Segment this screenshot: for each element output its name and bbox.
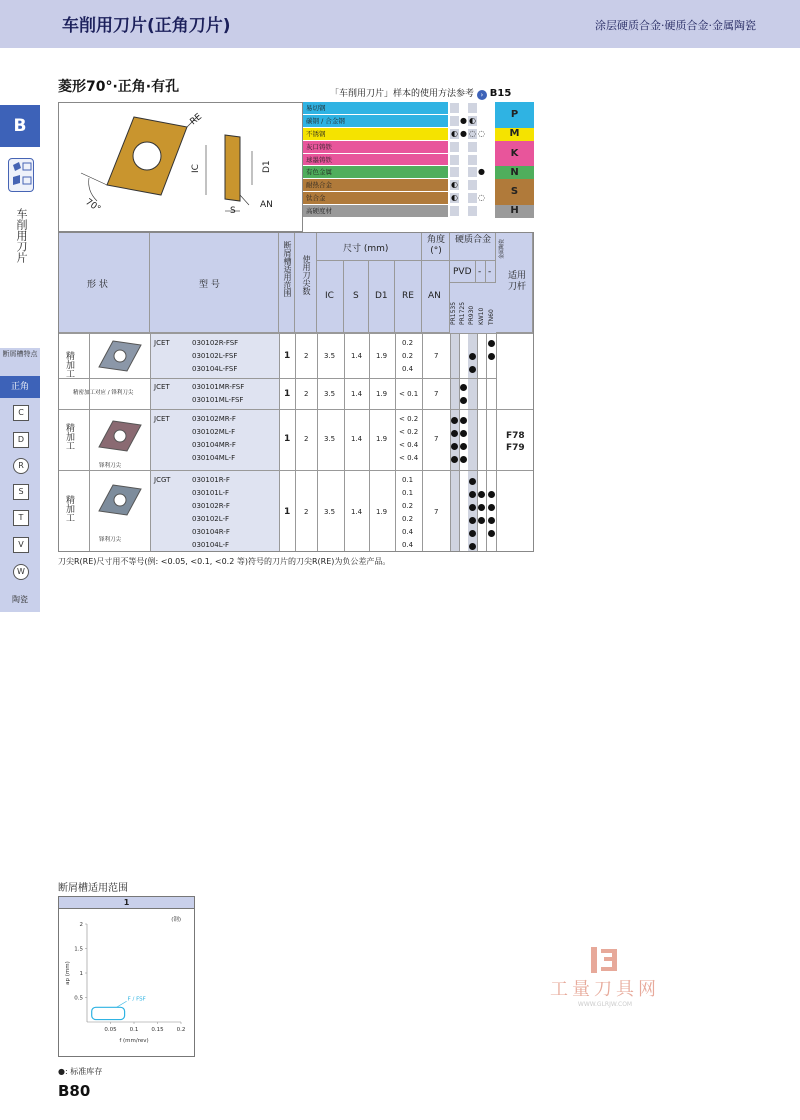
header-model: 型 号 [199, 280, 220, 290]
re-4c: 0.2 [402, 502, 414, 510]
side-nav-shape-r[interactable]: R [13, 458, 29, 474]
s-2: 1.4 [351, 390, 363, 398]
material-mark: ◐ [451, 128, 458, 138]
d1-4: 1.9 [376, 508, 388, 516]
stock-dot [460, 443, 467, 450]
grade-pr1725: PR1725 [459, 301, 466, 325]
material-group-label: K [495, 141, 534, 167]
material-name: 不锈钢 [306, 129, 326, 138]
material-mark: ● [460, 128, 467, 138]
stock-dot [469, 543, 476, 550]
product-table [58, 232, 534, 552]
y-axis-label: ap (mm) [65, 961, 71, 985]
edges-1: 2 [304, 352, 309, 360]
chip-breaker-chart [58, 896, 195, 1057]
reference-text: 「车削用刀片」样本的使用方法参考 [330, 89, 475, 99]
holder-f79[interactable]: F79 [506, 443, 525, 453]
page-number: B80 [58, 1082, 91, 1100]
material-group-label: M [495, 128, 534, 141]
x-tick-label: 0.15 [151, 1027, 164, 1033]
series-jcet-1: JCET [154, 339, 170, 347]
material-mark [459, 206, 468, 216]
stock-dot [488, 340, 495, 347]
material-name: 钛合金 [306, 194, 326, 203]
stock-dot [478, 517, 485, 524]
stock-dot [469, 353, 476, 360]
side-nav-shape-t[interactable]: T [13, 510, 29, 526]
stock-dot [460, 417, 467, 424]
vertical-category-label: 车削用刀片 [15, 208, 28, 263]
material-name: 易切钢 [306, 104, 326, 112]
stock-dot [469, 491, 476, 498]
series-jcet-2: JCET [154, 383, 170, 391]
material-mark [450, 116, 459, 126]
re-3c: < 0.4 [399, 441, 419, 449]
material-mark: ● [460, 115, 467, 125]
chip-breaker-head: 1 [59, 897, 194, 909]
re-4a: 0.1 [402, 476, 414, 484]
reference-page[interactable]: B15 [489, 88, 512, 99]
model-030104mr-f[interactable]: 030104MR-F [192, 441, 236, 449]
header-cermet: 金属陶瓷 [499, 238, 505, 259]
model-030104l-f[interactable]: 030104L-F [192, 541, 230, 549]
model-030102mr-f[interactable]: 030102MR-F [192, 415, 236, 423]
material-name: 有色金属 [306, 168, 332, 177]
insert-caption-1: 精密加工对应 / 锋利刀尖 [73, 390, 134, 396]
insert-caption-2: 锋利刀尖 [99, 463, 122, 469]
region-leader [117, 1001, 127, 1007]
stock-dot [478, 504, 485, 511]
side-nav-shape-v[interactable]: V [13, 537, 29, 553]
insert-photo-2 [93, 419, 147, 457]
model-030104r-f[interactable]: 030104R-F [192, 528, 230, 536]
watermark [540, 945, 670, 1008]
insert-illustration [58, 102, 303, 232]
label-d1: D1 [262, 160, 272, 173]
material-mark [459, 142, 468, 152]
y-tick-label: 1.5 [74, 946, 83, 953]
section-title: 菱形70°·正角·有孔 [58, 79, 180, 95]
model-030102l-f[interactable]: 030102L-F [192, 515, 230, 523]
side-nav-chipbreaker[interactable]: 断屑槽特点 [2, 350, 38, 358]
grade-pr930: PR930 [468, 305, 475, 325]
material-mark [486, 116, 495, 126]
material-mark [486, 193, 495, 203]
stock-dot [451, 430, 458, 437]
material-mark [468, 206, 477, 216]
material-mark [486, 103, 495, 113]
row-group-3-label: 精加工 [64, 495, 74, 522]
material-mark [468, 155, 477, 165]
material-name: 耐热合金 [306, 181, 332, 190]
material-mark [486, 180, 495, 190]
stock-dot [469, 530, 476, 537]
header-ic: IC [325, 291, 334, 301]
stock-dot [469, 517, 476, 524]
page-subtitle: 涂层硬质合金·硬质合金·金属陶瓷 [595, 19, 756, 32]
material-mark [468, 103, 477, 113]
material-mark [459, 167, 468, 177]
label-an: AN [260, 200, 273, 210]
material-mark [450, 103, 459, 113]
s-3: 1.4 [351, 435, 363, 443]
arrow-right-icon: › [477, 90, 487, 100]
insert-shapes-icon [8, 158, 34, 192]
material-mark [477, 103, 486, 113]
stock-dot [460, 397, 467, 404]
reference-note[interactable] [330, 86, 511, 100]
material-mark [486, 129, 495, 139]
material-mark: ◐ [451, 180, 458, 190]
region-label: F / FSF [127, 996, 146, 1003]
header-holder: 适用刀杆 [507, 271, 526, 292]
material-mark [459, 155, 468, 165]
material-name: 灰口铸铁 [306, 142, 332, 151]
side-nav-shape-d[interactable]: D [13, 432, 29, 448]
material-mark [468, 193, 477, 203]
header-shape: 形 状 [87, 280, 108, 290]
label-s: S [230, 206, 236, 216]
header-s: S [353, 291, 359, 301]
header-breaker-range: 断屑槽适用范围 [283, 241, 292, 297]
insert-photo-1 [93, 339, 147, 377]
re-3a: < 0.2 [399, 415, 419, 423]
re-4d: 0.2 [402, 515, 414, 523]
stock-dot [460, 456, 467, 463]
header-d1: D1 [375, 291, 388, 301]
model-030104l-fsf[interactable]: 030104L-FSF [192, 365, 238, 373]
stock-legend: ●: 标准库存 [58, 1067, 103, 1076]
stock-dot [469, 366, 476, 373]
re-4b: 0.1 [402, 489, 414, 497]
header-dash-2: - [488, 267, 492, 277]
s-4: 1.4 [351, 508, 363, 516]
model-030102r-fsf[interactable]: 030102R-FSF [192, 339, 239, 347]
model-030101ml-fsf[interactable]: 030101ML-FSF [192, 396, 244, 404]
grade-tn60: TN60 [488, 309, 495, 325]
stock-dot [469, 504, 476, 511]
material-mark [450, 206, 459, 216]
model-030104ml-f[interactable]: 030104ML-F [192, 454, 236, 462]
ic-1: 3.5 [324, 352, 336, 360]
side-nav-shape-c[interactable]: C [13, 405, 29, 421]
label-ic: IC [191, 164, 201, 173]
material-mark [477, 142, 486, 152]
stock-dot [488, 353, 495, 360]
d1-2: 1.9 [376, 390, 388, 398]
edges-4: 2 [304, 508, 309, 516]
material-mark [468, 180, 477, 190]
material-name: 碳钢 / 合金钢 [306, 116, 345, 125]
stock-dot [460, 384, 467, 391]
material-mark: ◌ [469, 128, 476, 138]
ic-3: 3.5 [324, 435, 336, 443]
watermark-brand: 工量刀具网 [550, 979, 660, 1000]
model-030102l-fsf[interactable]: 030102L-FSF [192, 352, 238, 360]
ic-2: 3.5 [324, 390, 336, 398]
label-angle: 70° [83, 197, 103, 215]
holder-f78[interactable]: F78 [506, 431, 525, 441]
breaker-3: 1 [284, 434, 291, 444]
re-1b: 0.2 [402, 352, 414, 360]
side-nav-shape-s[interactable]: S [13, 484, 29, 500]
footnote: 刀尖R(RE)尺寸用不等号(例: <0.05, <0.1, <0.2 等)符号的刀片的刀尖R(RE)为负公差产品。 [58, 557, 391, 566]
material-mark: ◐ [469, 115, 476, 125]
material-group-label: P [495, 102, 534, 128]
breaker-1: 1 [284, 351, 291, 361]
d1-1: 1.9 [376, 352, 388, 360]
breaker-2: 1 [284, 389, 291, 399]
stock-dot [488, 530, 495, 537]
model-030102r-f[interactable]: 030102R-F [192, 502, 230, 510]
material-group-label: H [495, 205, 534, 218]
material-group-label: S [495, 179, 534, 205]
model-030101l-f[interactable]: 030101L-F [192, 489, 230, 497]
stock-dot [488, 504, 495, 511]
section-tab-b[interactable]: B [0, 105, 40, 147]
page-title: 车削用刀片(正角刀片) [62, 16, 231, 36]
material-mark: ● [478, 167, 485, 177]
side-nav-positive-active[interactable]: 正角 [0, 376, 40, 398]
grade-pr1535: PR1535 [450, 301, 457, 325]
x-tick-label: 0.1 [129, 1027, 139, 1033]
stock-dot [488, 491, 495, 498]
header-dash-1: - [478, 267, 482, 277]
x-tick-label: 0.2 [176, 1027, 186, 1033]
series-jcgt: JCGT [154, 476, 171, 484]
work-material-table [303, 102, 534, 218]
breaker-4: 1 [284, 507, 291, 517]
material-mark [486, 167, 495, 177]
watermark-url: WWW.GLRJW.COM [577, 1001, 633, 1008]
material-mark: ◌ [478, 128, 485, 138]
material-mark [477, 206, 486, 216]
material-mark [477, 155, 486, 165]
stock-dot [469, 478, 476, 485]
model-030101mr-fsf[interactable]: 030101MR-FSF [192, 383, 245, 391]
re-3b: < 0.2 [399, 428, 419, 436]
material-group-label: N [495, 167, 534, 180]
header-dimensions: 尺寸 (mm) [343, 244, 389, 254]
chip-breaker-title: 断屑槽适用范围 [58, 883, 128, 894]
header-carbide: 硬质合金 [454, 235, 491, 245]
material-mark [486, 155, 495, 165]
re-4e: 0.4 [402, 528, 414, 536]
stock-dot [451, 443, 458, 450]
y-tick-label: 2 [79, 922, 83, 928]
stock-dot [488, 517, 495, 524]
edges-3: 2 [304, 435, 309, 443]
chip-breaker-plot [59, 910, 194, 1057]
material-mark: ◐ [451, 193, 458, 203]
d1-3: 1.9 [376, 435, 388, 443]
header-an: AN [428, 291, 441, 301]
an-2: 7 [434, 390, 439, 398]
chart-unit: (钢) [171, 917, 181, 923]
re-3d: < 0.4 [399, 454, 419, 462]
material-mark [459, 193, 468, 203]
y-tick-label: 0.5 [74, 995, 83, 1002]
re-1c: 0.4 [402, 365, 414, 373]
x-tick-label: 0.05 [104, 1027, 117, 1033]
x-axis-label: f (mm/rev) [119, 1038, 149, 1044]
edges-2: 2 [304, 390, 309, 398]
material-mark [459, 180, 468, 190]
re-2: < 0.1 [399, 390, 419, 398]
header-pvd: PVD [453, 267, 472, 277]
row-group-2-label: 精加工 [64, 423, 74, 450]
model-030102ml-f[interactable]: 030102ML-F [192, 428, 236, 436]
stock-dot [451, 417, 458, 424]
insert-caption-3: 锋利刀尖 [99, 537, 122, 543]
material-mark: ◌ [478, 193, 485, 203]
an-1: 7 [434, 352, 439, 360]
s-1: 1.4 [351, 352, 363, 360]
row-group-1-label: 精加工 [64, 351, 74, 378]
series-jcet-3: JCET [154, 415, 170, 423]
material-mark [450, 167, 459, 177]
label-re: RE [188, 111, 205, 128]
grade-kw10: KW10 [478, 307, 485, 325]
re-4f: 0.4 [402, 541, 414, 549]
y-tick-label: 1 [79, 971, 83, 977]
ic-4: 3.5 [324, 508, 336, 516]
header-angle: 角度 (°) [426, 235, 445, 256]
material-mark [450, 155, 459, 165]
side-nav-shape-w[interactable]: W [13, 564, 29, 580]
an-4: 7 [434, 508, 439, 516]
insert-photo-3 [93, 483, 147, 521]
watermark-logo-icon [585, 945, 625, 975]
stock-dot [478, 491, 485, 498]
material-mark [459, 103, 468, 113]
region-f-fsf [92, 1007, 125, 1019]
material-mark [486, 142, 495, 152]
material-mark [468, 167, 477, 177]
material-mark [477, 116, 486, 126]
stock-dot [460, 430, 467, 437]
side-nav-ceramic[interactable]: 陶瓷 [12, 595, 28, 604]
material-mark [486, 206, 495, 216]
re-1a: 0.2 [402, 339, 414, 347]
material-mark [468, 142, 477, 152]
material-name: 高硬度材 [306, 207, 332, 216]
header-edges: 使用刀尖数 [302, 255, 311, 295]
material-mark [477, 180, 486, 190]
an-3: 7 [434, 435, 439, 443]
material-mark [450, 142, 459, 152]
model-030101r-f[interactable]: 030101R-F [192, 476, 230, 484]
header-re: RE [402, 291, 414, 301]
stock-dot [451, 456, 458, 463]
material-name: 球墨铸铁 [306, 155, 332, 164]
